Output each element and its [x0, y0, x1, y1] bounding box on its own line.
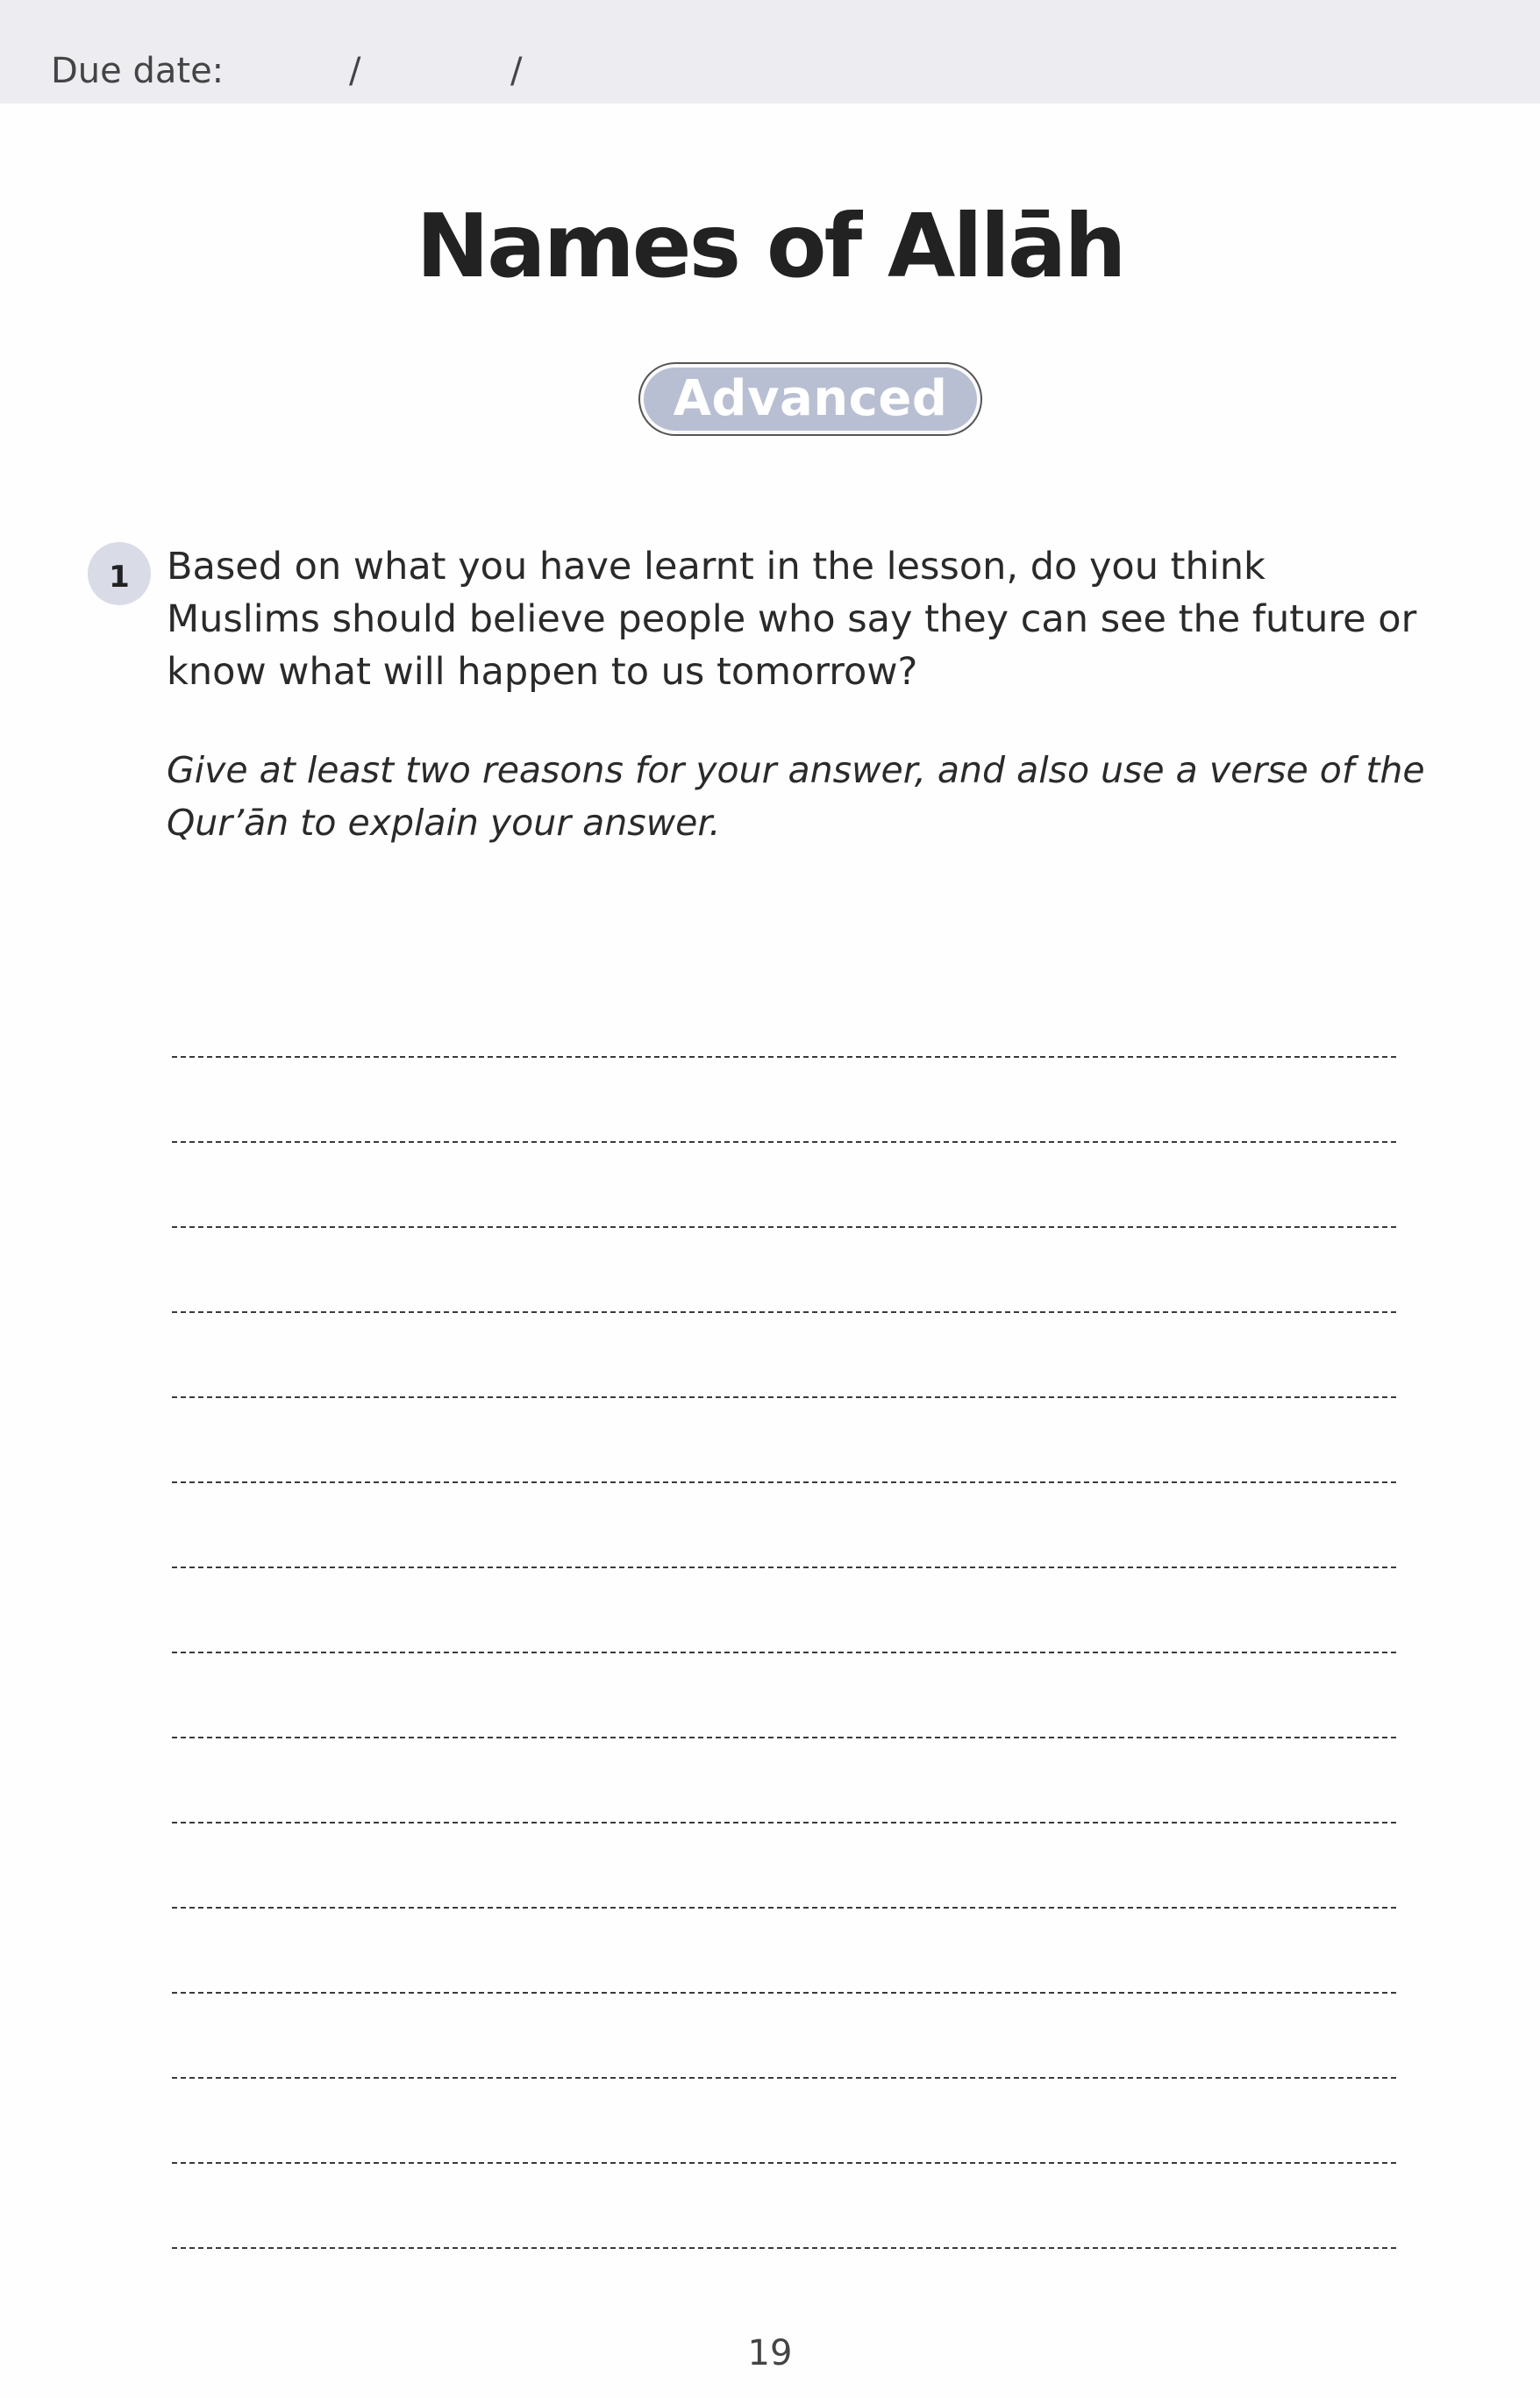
answer-line[interactable]: [172, 2077, 1396, 2079]
answer-line[interactable]: [172, 1652, 1396, 1653]
answer-line[interactable]: [172, 2162, 1396, 2164]
level-badge-label: Advanced: [644, 368, 977, 431]
answer-line[interactable]: [172, 1141, 1396, 1143]
answer-line[interactable]: [172, 1737, 1396, 1738]
answer-line[interactable]: [172, 1822, 1396, 1823]
answer-line[interactable]: [172, 1481, 1396, 1483]
page-title: Names of Allāh: [416, 195, 1124, 297]
answer-line[interactable]: [172, 1226, 1396, 1228]
answer-line[interactable]: [172, 1907, 1396, 1909]
answer-line[interactable]: [172, 1396, 1396, 1398]
question-instruction: Give at least two reasons for your answer, and also use a verse of the Qur’ān to explain your answer.: [167, 749, 1425, 844]
question-text: Based on what you have learnt in the lesson, do you think Muslims should believe people who say they can see the future or know what will happen to us tomorrow?: [167, 545, 1417, 694]
page-number: 19: [747, 2333, 793, 2373]
due-date-label: Due date:: [51, 51, 225, 91]
answer-line[interactable]: [172, 2247, 1396, 2249]
header-band: [0, 0, 1540, 103]
answer-line[interactable]: [172, 1056, 1396, 1058]
answer-line[interactable]: [172, 1311, 1396, 1313]
date-separator-1: /: [349, 51, 361, 91]
answer-lines[interactable]: [172, 1056, 1396, 2332]
answer-line[interactable]: [172, 1567, 1396, 1568]
level-badge: [638, 362, 982, 436]
question-number: 1: [88, 542, 151, 605]
answer-line[interactable]: [172, 1992, 1396, 1994]
date-separator-2: /: [510, 51, 523, 91]
